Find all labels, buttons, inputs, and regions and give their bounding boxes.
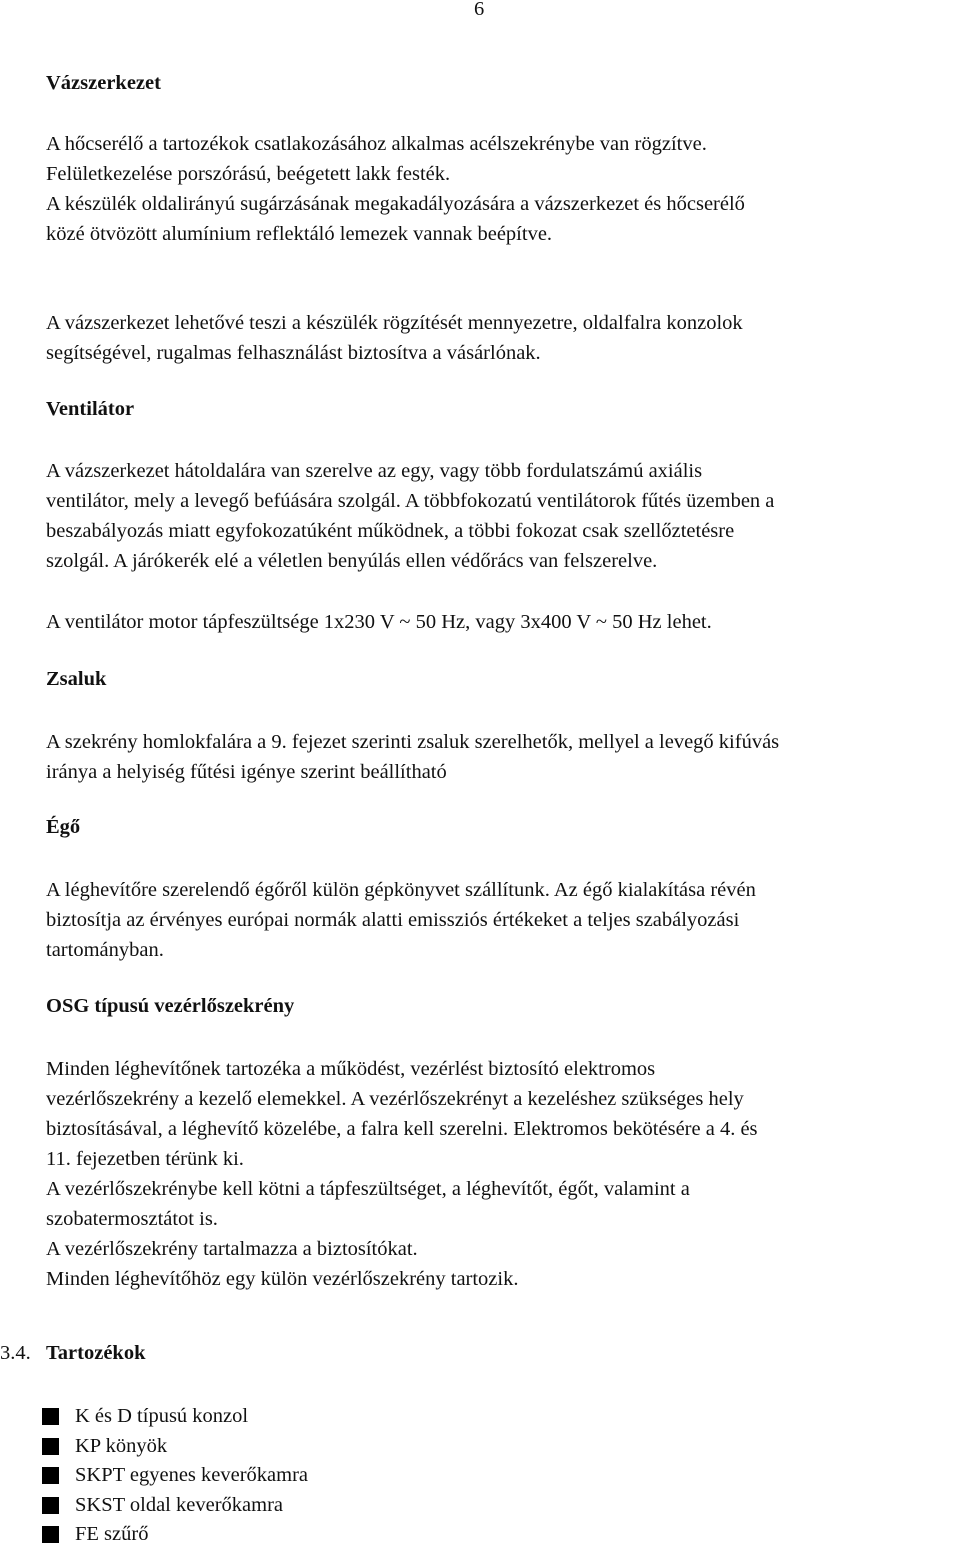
text-line: Minden léghevítőhöz egy külön vezérlőszekrény tartozik. bbox=[46, 1268, 519, 1290]
text-line: A vázszerkezet hátoldalára van szerelve az egy, vagy több fordulatszámú axiális bbox=[46, 460, 703, 482]
text-line: A vázszerkezet lehetővé teszi a készülék rögzítését mennyezetre, oldalfalra konzolok bbox=[46, 312, 743, 334]
heading-ventilator: Ventilátor bbox=[46, 398, 135, 420]
text-line: A vezérlőszekrény tartalmazza a biztosítókat. bbox=[46, 1238, 418, 1260]
list-item bbox=[42, 1461, 308, 1491]
text-line: 11. fejezetben térünk ki. bbox=[46, 1148, 244, 1170]
text-line: szolgál. A járókerék elé a véletlen benyúlás ellen védőrács van felszerelve. bbox=[46, 550, 658, 572]
list-item bbox=[42, 1520, 308, 1550]
text-line: segítségével, rugalmas felhasználást biztosítva a vásárlónak. bbox=[46, 342, 541, 364]
square-bullet-icon bbox=[42, 1497, 59, 1514]
text-line: biztosítja az érvényes európai normák alatti emissziós értékeket a teljes szabályozási bbox=[46, 909, 740, 931]
accessory-list bbox=[42, 1402, 308, 1550]
square-bullet-icon bbox=[42, 1526, 59, 1543]
text-line: beszabályozás miatt egyfokozatúként működnek, a többi fokozat csak szellőztetésre bbox=[46, 520, 735, 542]
text-line: közé ötvözött alumínium reflektáló lemezek vannak beépítve. bbox=[46, 223, 553, 245]
section-number: 3.4. bbox=[0, 1342, 31, 1364]
text-line: tartományban. bbox=[46, 939, 164, 961]
text-line: A készülék oldalirányú sugárzásának megakadályozására a vázszerkezet és hőcserélő bbox=[46, 193, 745, 215]
heading-zsaluk: Zsaluk bbox=[46, 668, 107, 690]
square-bullet-icon bbox=[42, 1438, 59, 1455]
text-line: ventilátor, mely a levegő befúására szolgál. A többfokozatú ventilátorok fűtés üzemben a bbox=[46, 490, 775, 512]
paragraph-ventilator-2 bbox=[46, 607, 960, 637]
text-line: A ventilátor motor tápfeszültsége 1x230 V ~ 50 Hz, vagy 3x400 V ~ 50 Hz lehet. bbox=[46, 611, 712, 633]
heading-ego: Égő bbox=[46, 816, 81, 838]
list-item-label: SKPT egyenes keverőkamra bbox=[75, 1464, 309, 1486]
text-line: vezérlőszekrény a kezelő elemekkel. A vezérlőszekrényt a kezeléshez szükséges hely bbox=[46, 1088, 744, 1110]
text-line: A léghevítőre szerelendő égőről külön gépkönyvet szállítunk. Az égő kialakítása révén bbox=[46, 879, 756, 901]
list-item-label: SKST oldal keverőkamra bbox=[75, 1493, 283, 1516]
list-item bbox=[42, 1402, 308, 1432]
heading-vazszerkezet: Vázszerkezet bbox=[46, 72, 161, 94]
list-item-label: K és D típusú konzol bbox=[75, 1405, 249, 1427]
text-line: A vezérlőszekrénybe kell kötni a tápfeszültséget, a léghevítőt, égőt, valamint a bbox=[46, 1178, 690, 1200]
paragraph-ventilator-1 bbox=[46, 456, 960, 576]
paragraph-ego-1 bbox=[46, 875, 960, 965]
square-bullet-icon bbox=[42, 1408, 59, 1425]
paragraph-zsaluk-1 bbox=[46, 727, 960, 787]
text-line: Minden léghevítőnek tartozéka a működést, vezérlést biztosító elektromos bbox=[46, 1058, 656, 1080]
section-title-tartozekok: Tartozékok bbox=[46, 1342, 146, 1364]
list-item-label: FE szűrő bbox=[75, 1523, 149, 1545]
paragraph-vazszerkezet-1 bbox=[46, 129, 960, 249]
text-line: Felületkezelése porszórású, beégetett lakk festék. bbox=[46, 163, 451, 185]
list-item bbox=[42, 1491, 308, 1521]
page-number: 6 bbox=[474, 0, 485, 20]
list-item bbox=[42, 1432, 308, 1462]
heading-osg: OSG típusú vezérlőszekrény bbox=[46, 995, 295, 1017]
paragraph-osg-1 bbox=[46, 1054, 960, 1294]
paragraph-vazszerkezet-2 bbox=[46, 308, 960, 368]
text-line: A szekrény homlokfalára a 9. fejezet szerinti zsaluk szerelhetők, mellyel a levegő kifúvás bbox=[46, 731, 780, 753]
square-bullet-icon bbox=[42, 1467, 59, 1484]
text-line: A hőcserélő a tartozékok csatlakozásához alkalmas acélszekrénybe van rögzítve. bbox=[46, 133, 707, 155]
text-line: biztosításával, a léghevítő közelébe, a falra kell szerelni. Elektromos bekötésére a 4. és bbox=[46, 1118, 758, 1140]
list-item-label: KP könyök bbox=[75, 1434, 168, 1457]
text-line: szobatermosztátot is. bbox=[46, 1208, 218, 1230]
text-line: iránya a helyiség fűtési igénye szerint beállítható bbox=[46, 761, 447, 783]
